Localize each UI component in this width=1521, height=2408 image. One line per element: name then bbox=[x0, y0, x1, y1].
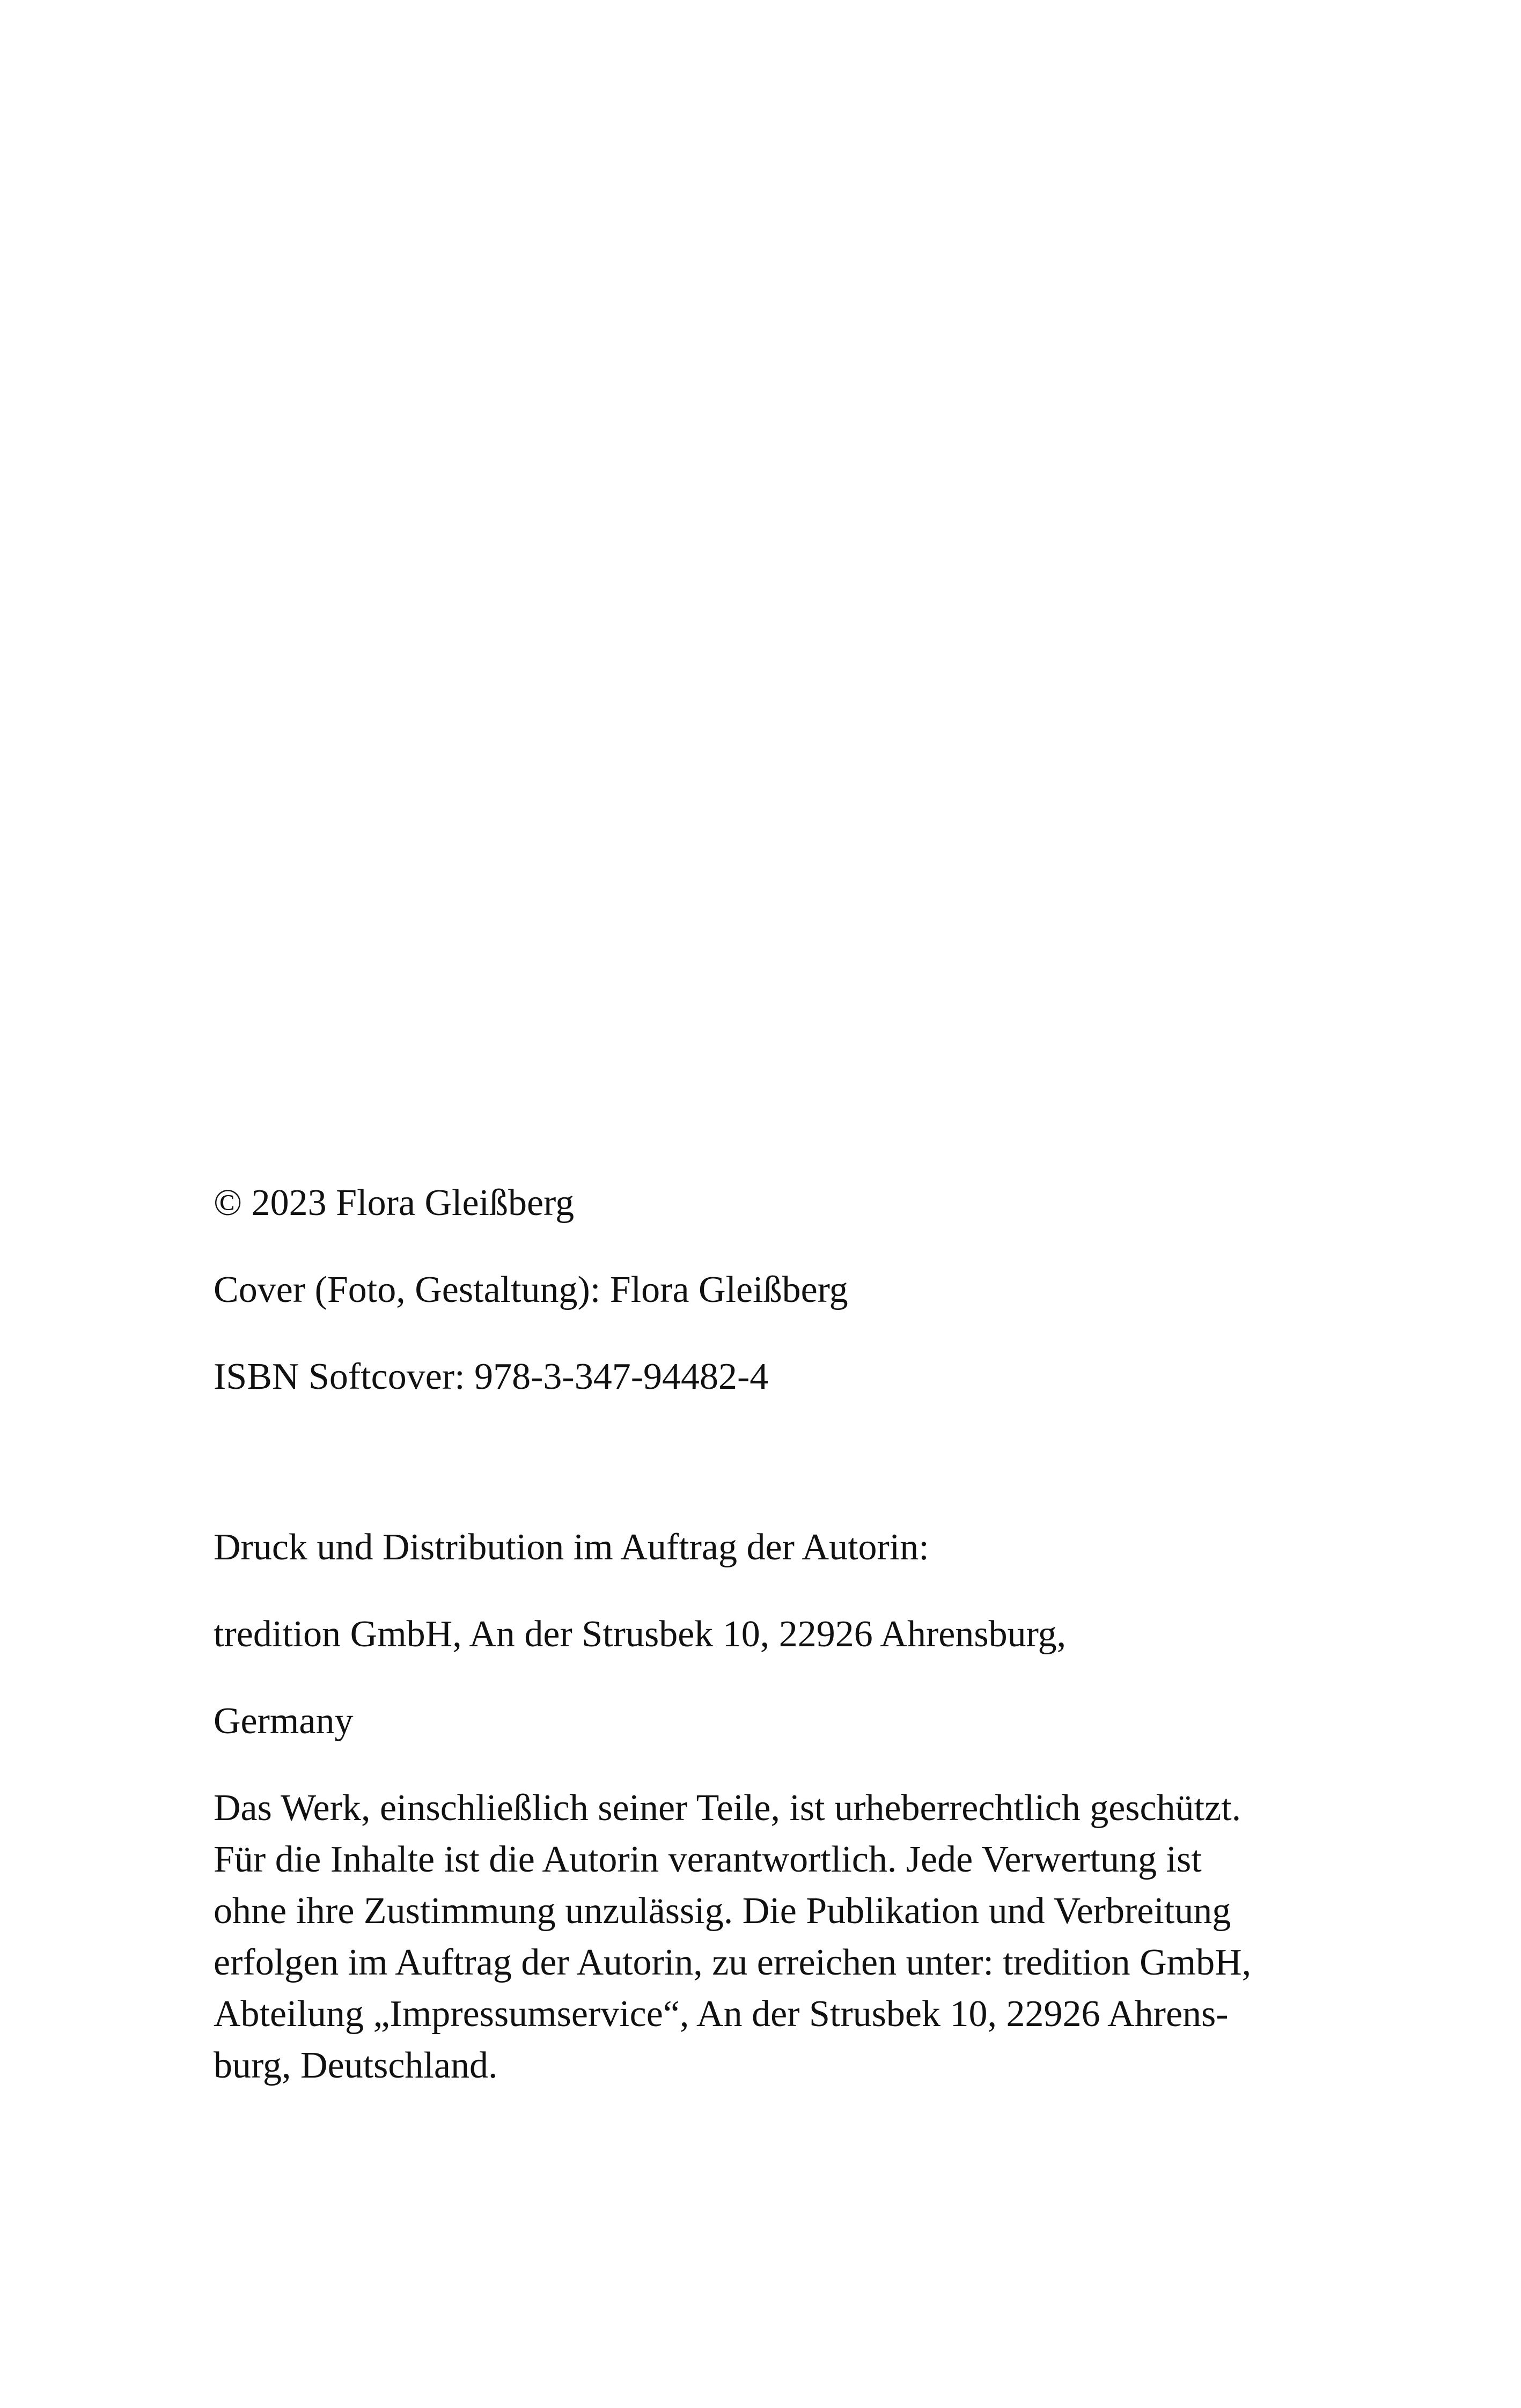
publisher-address-line: tredition GmbH, An der Strusbek 10, 22926 Ahrensburg, bbox=[214, 1614, 1067, 1655]
isbn-line: ISBN Softcover: 978-3-347-94482-4 bbox=[214, 1356, 769, 1397]
legal-notice-line: erfolgen im Auftrag der Autorin, zu erreichen unter: tredition GmbH, bbox=[214, 1942, 1252, 1983]
legal-notice-line: Abteilung „Impressumservice“, An der Strusbek 10, 22926 Ahrens- bbox=[214, 1993, 1229, 2035]
legal-notice-paragraph bbox=[214, 1783, 1329, 2092]
imprint-block bbox=[214, 1177, 1329, 2092]
cover-credit-line: Cover (Foto, Gestaltung): Flora Gleißberg bbox=[214, 1269, 848, 1310]
legal-notice-line: Für die Inhalte ist die Autorin verantwortlich. Jede Verwertung ist bbox=[214, 1839, 1202, 1880]
legal-notice-line: ohne ihre Zustimmung unzulässig. Die Publikation und Verbreitung bbox=[214, 1890, 1231, 1932]
country-line: Germany bbox=[214, 1700, 354, 1742]
legal-notice-line: Das Werk, einschließlich seiner Teile, ist urheberrechtlich geschützt. bbox=[214, 1787, 1241, 1829]
copyright-line: © 2023 Flora Gleißberg bbox=[214, 1182, 575, 1224]
legal-notice-line: burg, Deutschland. bbox=[214, 2045, 498, 2086]
printing-distribution-line: Druck und Distribution im Auftrag der Autorin: bbox=[214, 1527, 929, 1568]
